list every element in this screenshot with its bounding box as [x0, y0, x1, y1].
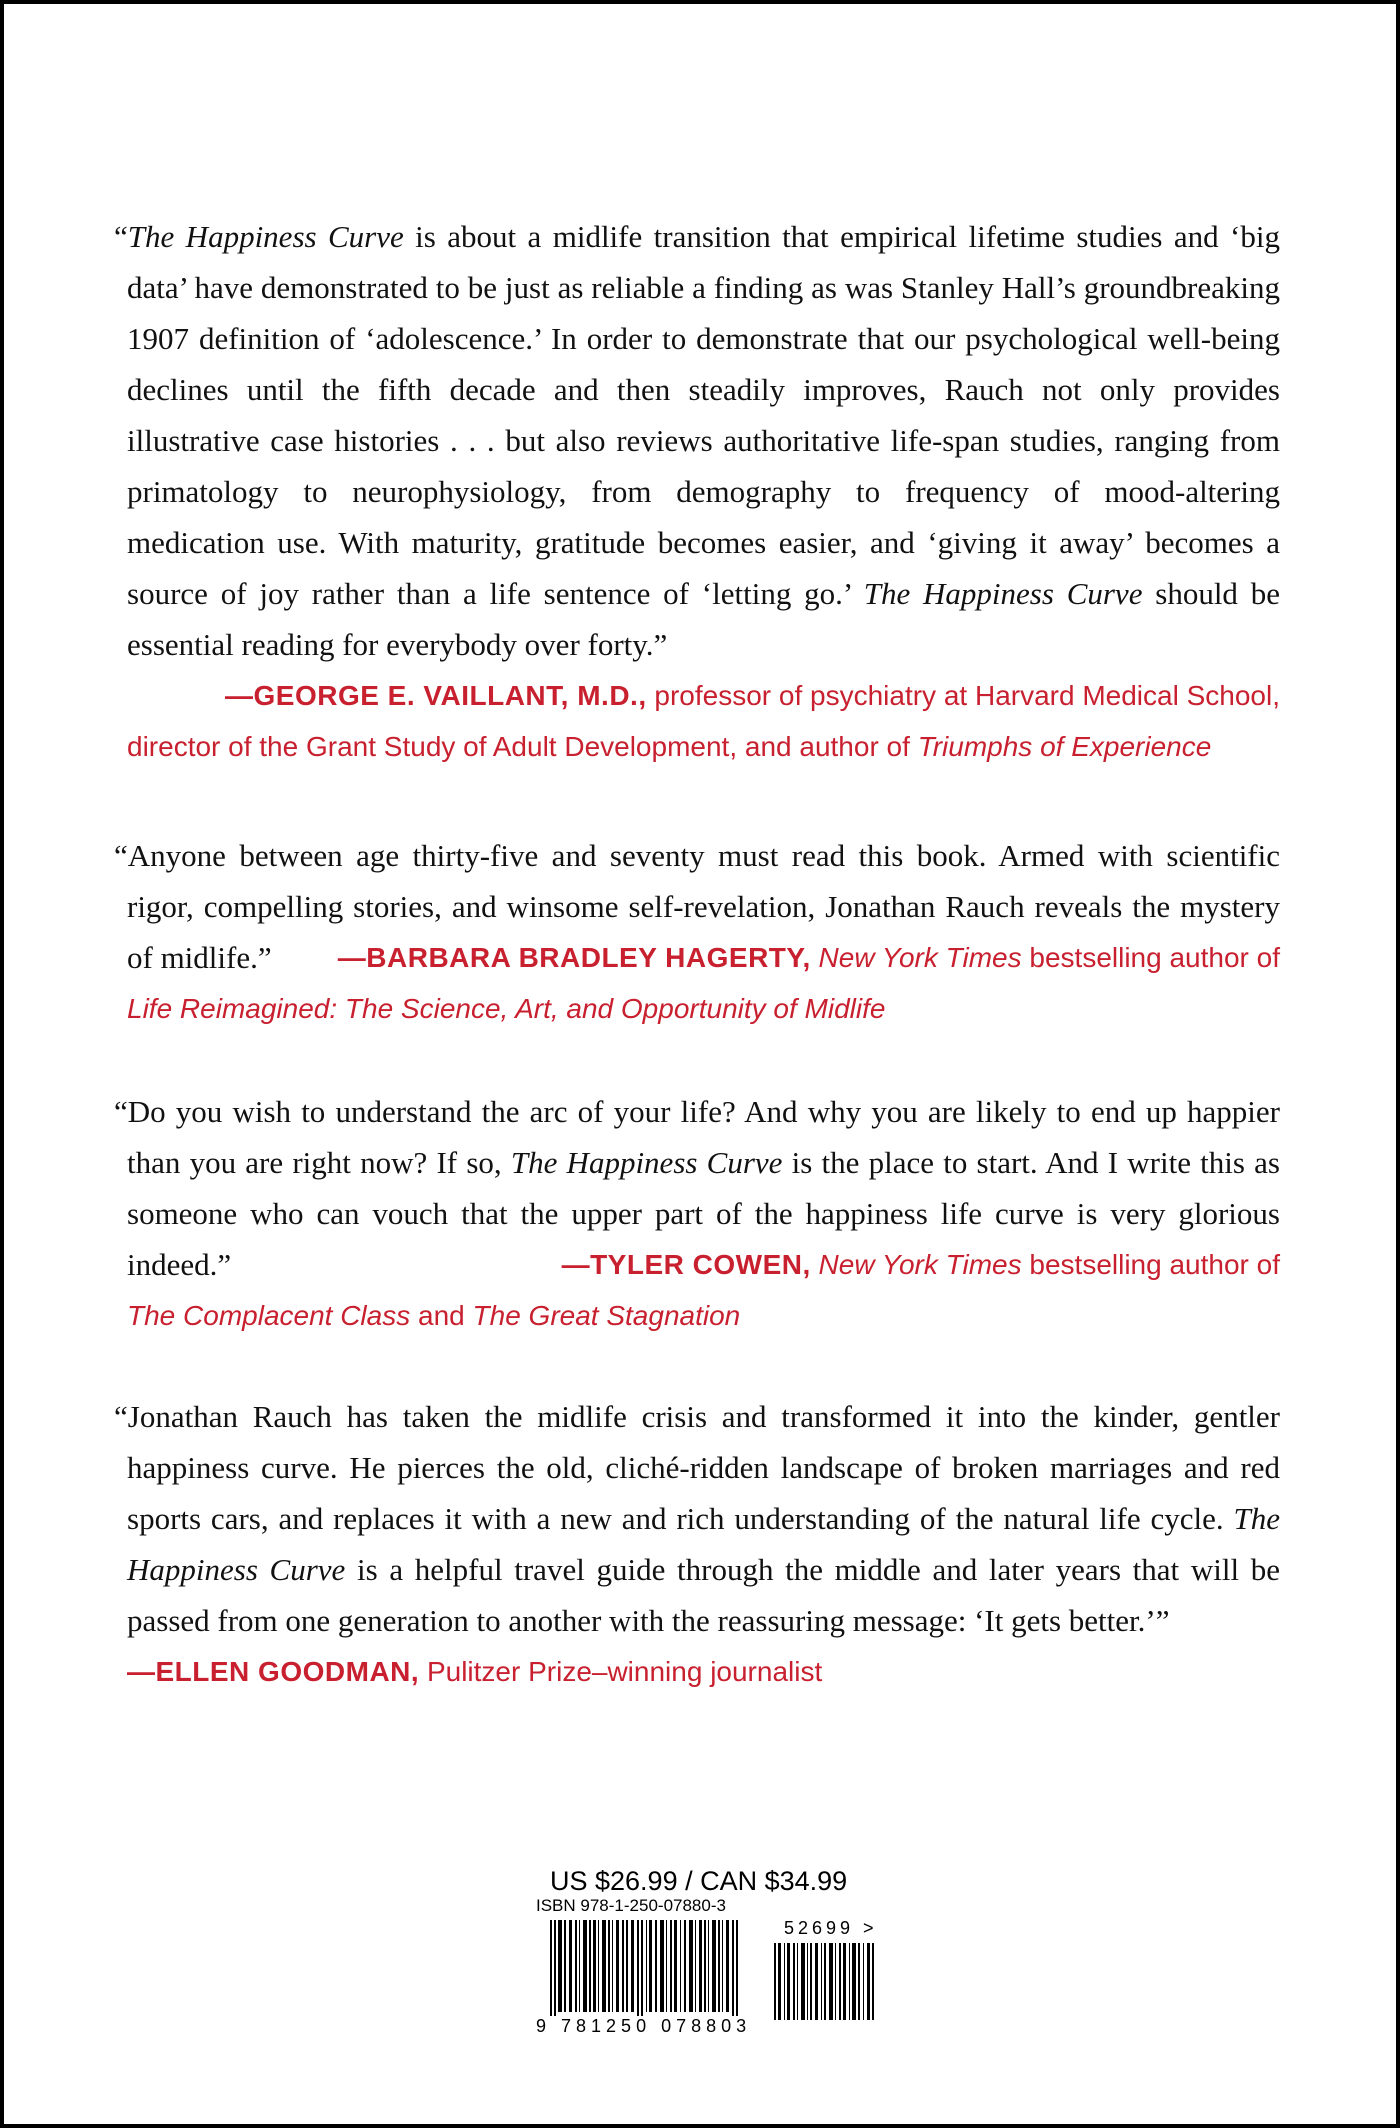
blurb-attribution: —GEORGE E. VAILLANT, M.D., professor of psychiatry at Harvard Medical School, director of the Grant Study of Adult Development, and author of Triumphs of Experience: [127, 680, 1280, 762]
addon-barcode: [772, 1943, 876, 2020]
blurb-attribution-titles: The Complacent Class and The Great Stagnation: [127, 1300, 741, 1331]
barcode-block: [536, 1866, 886, 2036]
addon-digits: 52699 >: [784, 1918, 878, 1938]
blurb-text: “Jonathan Rauch has taken the midlife crisis and transformed it into the kinder, gentler happiness curve. He pierces the old, cliché-ridden landscape of broken marriages and red sports cars, and replaces it with a new and rich understanding of the natural life cycle. The Happiness Curve is a helpful travel guide through the middle and later years that will be passed from one generation to another with the reassuring message: ‘It gets better.’”: [114, 1399, 1280, 1638]
blurb-attribution: —TYLER COWEN, New York Times bestselling author of: [561, 1249, 1280, 1280]
blurb-vaillant: [114, 211, 1280, 772]
blurb-attribution: —ELLEN GOODMAN, Pulitzer Prize–winning journalist: [127, 1656, 823, 1687]
blurb-hagerty: [114, 830, 1280, 1034]
blurb-text: “Do you wish to understand the arc of your life? And why you are likely to end up happier than you are right now? If so, The Happiness Curve is the place to start. And I write this as someone who can vouch that the upper part of the happiness life curve is very glorious indeed.” —TYLER COWEN, New York Times bestselling author of: [127, 1086, 1280, 1290]
blurb-attribution-title: Life Reimagined: The Science, Art, and Opportunity of Midlife: [127, 993, 886, 1024]
isbn-label: ISBN 978-1-250-07880-3: [536, 1896, 726, 1915]
blurb-text: “Anyone between age thirty-five and seventy must read this book. Armed with scientific rigor, compelling stories, and winsome self-revelation, Jonathan Rauch reveals the mystery of midlife.” —BARBARA BRADLEY HAGERTY, New York Times bestselling author of: [127, 830, 1280, 983]
ean-barcode: [536, 1920, 752, 2020]
blurb-goodman: [114, 1391, 1280, 1697]
blurb-text: “The Happiness Curve is about a midlife transition that empirical lifetime studies and ‘big data’ have demonstrated to be just as reliable a finding as was Stanley Hall’s groundbreaking 1907 definition of ‘adolescence.’ In order to demonstrate that our psychological well-being declines until the fifth decade and then steadily improves, Rauch not only provides illustrative case histories . . . but also reviews authoritative life-span studies, ranging from primatology to neurophysiology, from demography to frequency of mood-altering medication use. With maturity, gratitude becomes easier, and ‘giving it away’ becomes a source of joy rather than a life sentence of ‘letting go.’ The Happiness Curve should be essential reading for everybody over forty.”: [114, 219, 1280, 662]
blurb-attribution: —BARBARA BRADLEY HAGERTY, New York Times bestselling author of: [337, 942, 1280, 973]
blurb-cowen: [114, 1086, 1281, 1341]
barcode-digits: 9 781250 078803: [536, 2016, 752, 2036]
price-label: US $26.99 / CAN $34.99: [550, 1866, 848, 1896]
